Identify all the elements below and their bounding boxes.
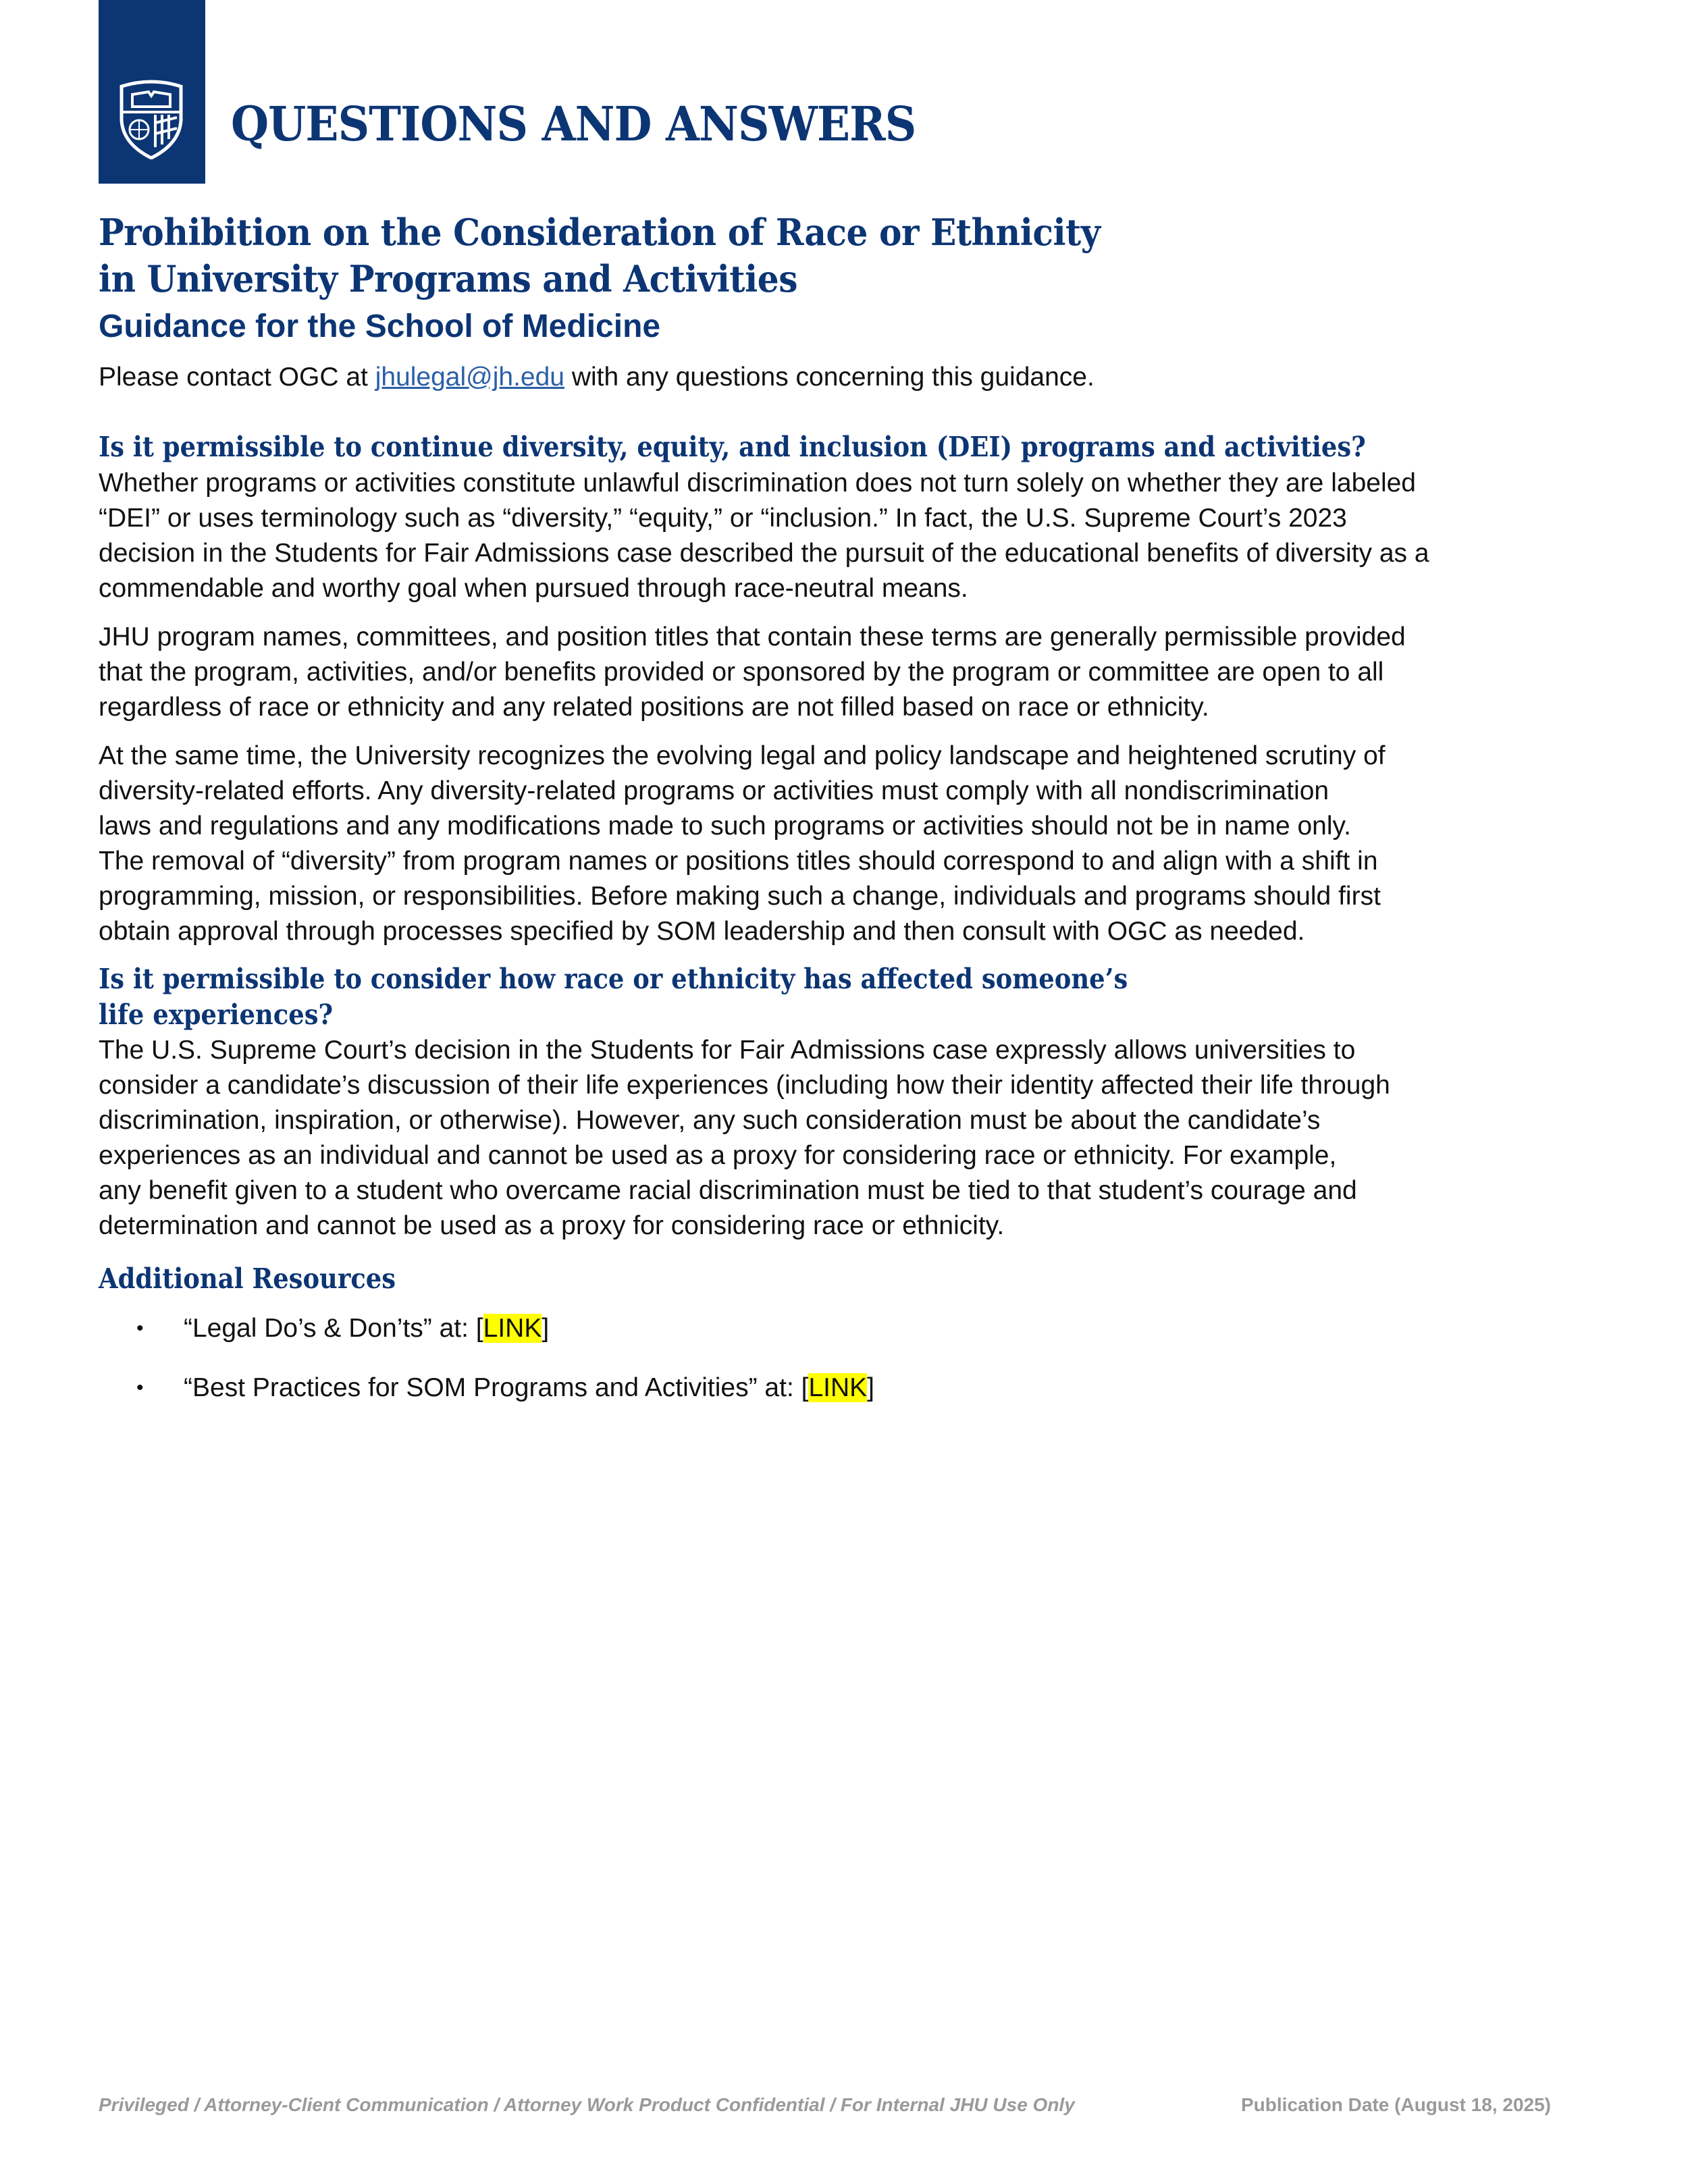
contact-line <box>99 360 1094 395</box>
text-line: determination and cannot be used as a proxy for considering race or ethnicity. <box>99 1211 1005 1240</box>
logo-banner <box>99 0 205 184</box>
contact-text-end: with any questions concerning this guidance. <box>564 363 1094 392</box>
text-line: The removal of “diversity” from program names or positions titles should correspond to and align with a shift in <box>99 847 1378 876</box>
text-line: programming, mission, or responsibilities. Before making such a change, individuals and programs should first <box>99 882 1381 911</box>
additional-resources-heading: Additional Resources <box>99 1262 396 1295</box>
text-line: discrimination, inspiration, or otherwise). However, any such consideration must be about the candidate’s <box>99 1106 1321 1135</box>
text-line: regardless of race or ethnicity and any related positions are not filled based on race or ethnicity. <box>99 693 1209 722</box>
text-line: any benefit given to a student who overcame racial discrimination must be tied to that student’s courage and <box>99 1176 1357 1205</box>
publication-date: Publication Date (August 18, 2025) <box>1241 2094 1551 2115</box>
resource-link[interactable]: LINK <box>483 1314 542 1343</box>
resource-label: “Best Practices for SOM Programs and Activities” at: [ <box>184 1373 809 1402</box>
email-link[interactable]: jhulegal@jh.edu <box>375 363 564 392</box>
text-line: that the program, activities, and/or benefits provided or sponsored by the program or committee are open to all <box>99 658 1384 687</box>
text-line: laws and regulations and any modifications made to such programs or activities should not be in name only. <box>99 811 1351 841</box>
heading-line: Is it permissible to consider how race or ethnicity has affected someone’s <box>99 963 1128 995</box>
text-line: diversity-related efforts. Any diversity-related programs or activities must comply with all nondiscrimination <box>99 776 1329 805</box>
question-1-heading: Is it permissible to continue diversity, equity, and inclusion (DEI) programs and activities? <box>99 431 1366 463</box>
text-line: The U.S. Supreme Court’s decision in the Students for Fair Admissions case expressly allows universities to <box>99 1036 1356 1065</box>
text-line: consider a candidate’s discussion of their life experiences (including how their identity affected their life through <box>99 1071 1390 1100</box>
q1-paragraph-2 <box>99 620 1406 725</box>
page-title-line-1: Prohibition on the Consideration of Race or Ethnicity <box>99 211 1101 254</box>
document-type-title: QUESTIONS AND ANSWERS <box>231 96 916 152</box>
text-line: Whether programs or activities constitute unlawful discrimination does not turn solely on whether they are labeled <box>99 469 1416 498</box>
resource-link[interactable]: LINK <box>808 1373 868 1402</box>
bracket: ] <box>542 1314 550 1343</box>
text-line: experiences as an individual and cannot be used as a proxy for considering race or ethnicity. For example, <box>99 1141 1337 1170</box>
bullet-icon: • <box>136 1377 144 1399</box>
contact-text: Please contact OGC at <box>99 363 375 392</box>
text-line: JHU program names, committees, and position titles that contain these terms are generally permissible provided <box>99 622 1406 651</box>
resource-item <box>184 1311 549 1346</box>
text-line: commendable and worthy goal when pursued through race-neutral means. <box>99 574 968 603</box>
text-line: “DEI” or uses terminology such as “diversity,” “equity,” or “inclusion.” In fact, the U.S. Supreme Court’s 2023 <box>99 504 1347 533</box>
text-line: decision in the Students for Fair Admissions case described the pursuit of the educational benefits of diversity as a <box>99 539 1429 568</box>
page-subtitle: Guidance for the School of Medicine <box>99 309 661 344</box>
confidentiality-notice: Privileged / Attorney-Client Communication / Attorney Work Product Confidential / For Internal JHU Use Only <box>99 2094 1075 2115</box>
heading-line: life experiences? <box>99 998 334 1031</box>
bullet-icon: • <box>136 1317 144 1339</box>
q1-paragraph-3 <box>99 739 1386 949</box>
q2-paragraph-1 <box>99 1033 1390 1244</box>
q1-paragraph-1 <box>99 466 1429 606</box>
jhu-shield-logo <box>115 80 188 159</box>
bracket: ] <box>867 1373 874 1402</box>
resource-item <box>184 1370 874 1406</box>
text-line: obtain approval through processes specified by SOM leadership and then consult with OGC as needed. <box>99 917 1305 946</box>
resource-label: “Legal Do’s & Don’ts” at: [ <box>184 1314 483 1343</box>
page-title-line-2: in University Programs and Activities <box>99 257 798 300</box>
text-line: At the same time, the University recognizes the evolving legal and policy landscape and heightened scrutiny of <box>99 741 1386 770</box>
question-2-heading <box>99 961 1128 1033</box>
